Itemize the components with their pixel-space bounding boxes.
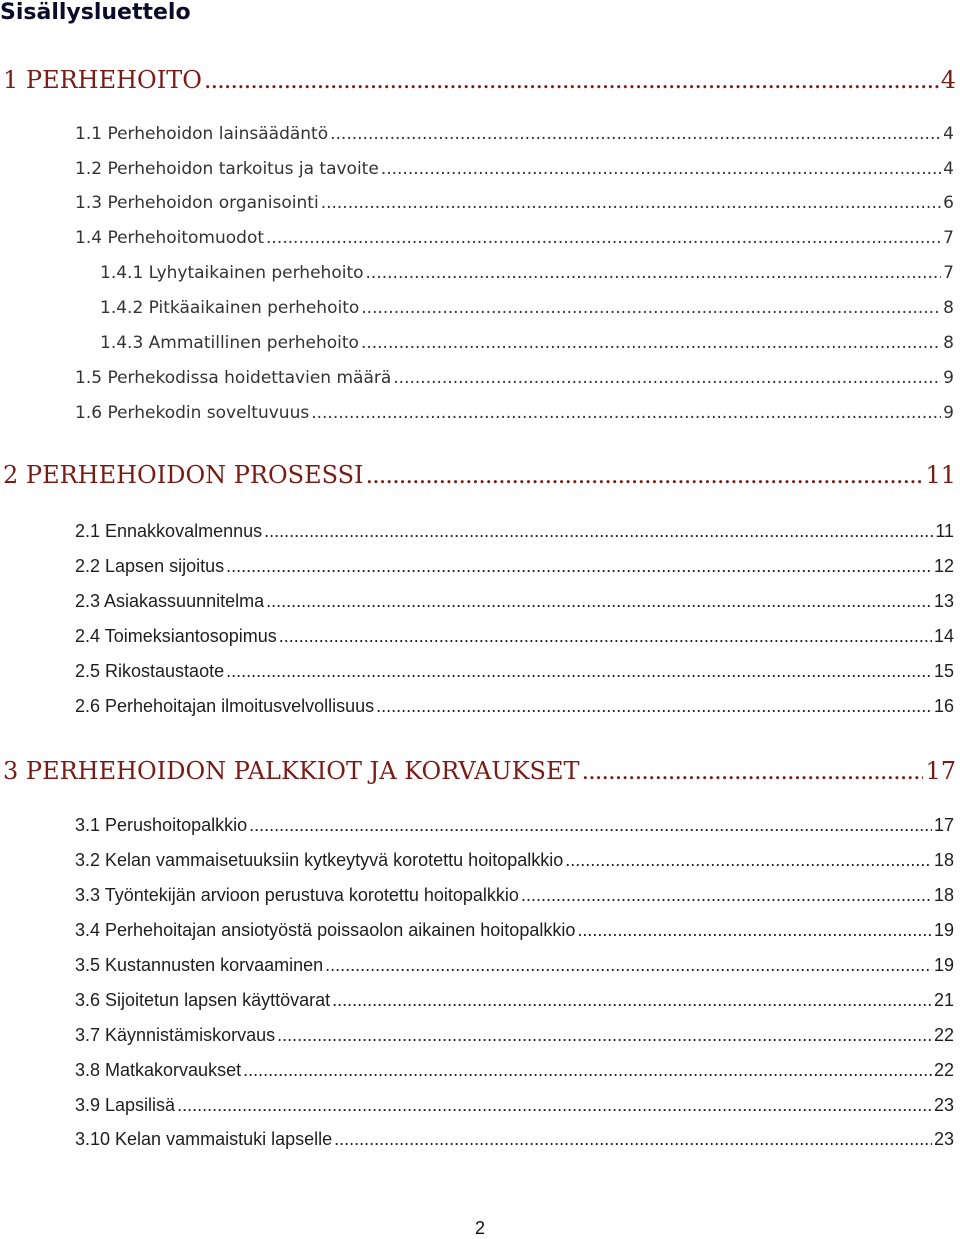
toc-section-label	[3, 461, 364, 489]
toc-entry-1-4-3[interactable]	[100, 333, 954, 353]
section-number: 3	[3, 757, 19, 785]
dot-leader	[577, 920, 932, 941]
toc-page-number: 8	[943, 298, 954, 318]
dot-leader	[266, 228, 941, 248]
toc-entry-label: 1.4.3 Ammatillinen perhehoito	[100, 333, 359, 353]
toc-page-number: 11	[925, 461, 956, 489]
toc-entry-1-1[interactable]	[75, 124, 954, 144]
section-number: 1	[3, 66, 19, 94]
section-title: PERHEHOIDON PALKKIOT JA KORVAUKSET	[25, 757, 580, 785]
section-number: 2	[3, 461, 19, 489]
toc-entry-3-1[interactable]	[75, 815, 954, 836]
dot-leader	[243, 1060, 932, 1081]
toc-page-number: 23	[933, 1129, 954, 1149]
toc-section-label	[3, 66, 202, 94]
toc-page-number: 21	[933, 990, 954, 1010]
toc-page-number: 16	[933, 696, 954, 716]
toc-entry-1-4-2[interactable]	[100, 298, 954, 318]
toc-entry-1-3[interactable]	[75, 193, 954, 213]
toc-entry-1-5[interactable]	[75, 368, 954, 388]
toc-page-number: 12	[933, 556, 954, 576]
toc-page-number: 19	[933, 955, 954, 975]
toc-entry-label: 2.4 Toimeksiantosopimus	[75, 626, 277, 646]
toc-entry-label: 1.1 Perhehoidon lainsäädäntö	[75, 124, 329, 144]
toc-page-number: 17	[925, 757, 956, 785]
dot-leader	[226, 661, 932, 682]
dot-leader	[361, 333, 941, 353]
dot-leader	[332, 990, 932, 1011]
toc-entry-3-2[interactable]	[75, 850, 954, 871]
toc-entry-label: 3.9 Lapsilisä	[75, 1095, 176, 1115]
toc-section-label	[3, 757, 580, 785]
toc-entry-label: 3.6 Sijoitetun lapsen käyttövarat	[75, 990, 331, 1010]
toc-entry-3-5[interactable]	[75, 955, 954, 976]
dot-leader	[582, 757, 924, 785]
toc-entry-label: 1.4 Perhehoitomuodot	[75, 228, 265, 248]
toc-entry-2-1[interactable]	[75, 521, 954, 542]
toc-page-number: 18	[933, 850, 954, 870]
toc-entry-3-4[interactable]	[75, 920, 954, 941]
toc-entry-3-7[interactable]	[75, 1025, 954, 1046]
section-title: PERHEHOITO	[25, 66, 202, 94]
toc-entry-3-9[interactable]	[75, 1095, 954, 1116]
dot-leader	[376, 696, 932, 717]
toc-page-number: 8	[943, 333, 954, 353]
toc-entry-3-8[interactable]	[75, 1060, 954, 1081]
toc-entry-label: 2.5 Rikostaustaote	[75, 661, 225, 681]
toc-entry-label: 1.2 Perhehoidon tarkoitus ja tavoite	[75, 159, 379, 179]
dot-leader	[366, 461, 924, 489]
dot-leader	[311, 403, 941, 423]
toc-entry-3-10[interactable]	[75, 1129, 954, 1150]
toc-entry-3-3[interactable]	[75, 885, 954, 906]
toc-page-number: 22	[933, 1060, 954, 1080]
toc-page-number: 9	[943, 368, 954, 388]
toc-entry-1-6[interactable]	[75, 403, 954, 423]
toc-section-2[interactable]	[3, 461, 956, 489]
dot-leader	[521, 885, 932, 906]
dot-leader	[334, 1129, 932, 1150]
dot-leader	[565, 850, 932, 871]
toc-page-number: 6	[943, 193, 954, 213]
toc-entry-label: 2.3 Asiakassuunnitelma	[75, 591, 265, 611]
toc-entry-label: 2.6 Perhehoitajan ilmoitusvelvollisuus	[75, 696, 375, 716]
dot-leader	[381, 159, 941, 179]
toc-entry-label: 1.3 Perhehoidon organisointi	[75, 193, 319, 213]
toc-entry-label: 3.8 Matkakorvaukset	[75, 1060, 242, 1080]
toc-page-number: 9	[943, 403, 954, 423]
toc-section-3[interactable]	[3, 757, 956, 785]
toc-page-number: 13	[933, 591, 954, 611]
dot-leader	[330, 124, 941, 144]
toc-page-number: 18	[933, 885, 954, 905]
toc-page-number: 4	[940, 66, 956, 94]
section-title: PERHEHOIDON PROSESSI	[25, 461, 364, 489]
toc-page-number: 7	[943, 263, 954, 283]
toc-entry-label: 1.4.1 Lyhytaikainen perhehoito	[100, 263, 364, 283]
toc-entry-2-6[interactable]	[75, 696, 954, 717]
toc-page-number: 11	[935, 521, 954, 541]
toc-entry-label: 3.1 Perushoitopalkkio	[75, 815, 248, 835]
toc-entry-label: 1.4.2 Pitkäaikainen perhehoito	[100, 298, 360, 318]
dot-leader	[177, 1095, 932, 1116]
toc-page-number: 4	[943, 124, 954, 144]
toc-entry-3-6[interactable]	[75, 990, 954, 1011]
dot-leader	[361, 298, 941, 318]
toc-entry-2-5[interactable]	[75, 661, 954, 682]
dot-leader	[226, 556, 932, 577]
page-number: 2	[474, 1218, 485, 1238]
toc-page-number: 17	[933, 815, 954, 835]
toc-entry-label: 2.2 Lapsen sijoitus	[75, 556, 225, 576]
toc-entry-label: 1.5 Perhekodissa hoidettavien määrä	[75, 368, 392, 388]
dot-leader	[204, 66, 939, 94]
toc-entry-2-2[interactable]	[75, 556, 954, 577]
toc-entry-2-4[interactable]	[75, 626, 954, 647]
toc-page-number: 7	[943, 228, 954, 248]
dot-leader	[249, 815, 932, 836]
dot-leader	[321, 193, 941, 213]
toc-entry-label: 3.5 Kustannusten korvaaminen	[75, 955, 324, 975]
toc-page-number: 22	[933, 1025, 954, 1045]
toc-entry-1-2[interactable]	[75, 159, 954, 179]
toc-page-number: 15	[933, 661, 954, 681]
toc-entry-label: 2.1 Ennakkovalmennus	[75, 521, 263, 541]
toc-entry-label: 3.10 Kelan vammaistuki lapselle	[75, 1129, 333, 1149]
dot-leader	[325, 955, 932, 976]
dot-leader	[266, 591, 932, 612]
toc-entry-1-4[interactable]	[75, 228, 954, 248]
toc-title: Sisällysluettelo	[0, 0, 191, 25]
toc-page-number: 14	[933, 626, 954, 646]
toc-entry-label: 1.6 Perhekodin soveltuvuus	[75, 403, 310, 423]
toc-entry-label: 3.7 Käynnistämiskorvaus	[75, 1025, 276, 1045]
toc-entry-label: 3.3 Työntekijän arvioon perustuva korotettu hoitopalkkio	[75, 885, 519, 905]
toc-entry-label: 3.2 Kelan vammaisetuuksiin kytkeytyvä korotettu hoitopalkkio	[75, 850, 564, 870]
dot-leader	[279, 626, 932, 647]
toc-entry-2-3[interactable]	[75, 591, 954, 612]
dot-leader	[277, 1025, 932, 1046]
dot-leader	[264, 521, 933, 542]
toc-entry-1-4-1[interactable]	[100, 263, 954, 283]
toc-entry-label: 3.4 Perhehoitajan ansiotyöstä poissaolon aikainen hoitopalkkio	[75, 920, 576, 940]
toc-section-1[interactable]	[3, 66, 956, 94]
toc-page-number: 19	[933, 920, 954, 940]
toc-page-number: 4	[943, 159, 954, 179]
toc-page-number: 23	[933, 1095, 954, 1115]
dot-leader	[366, 263, 942, 283]
dot-leader	[393, 368, 941, 388]
